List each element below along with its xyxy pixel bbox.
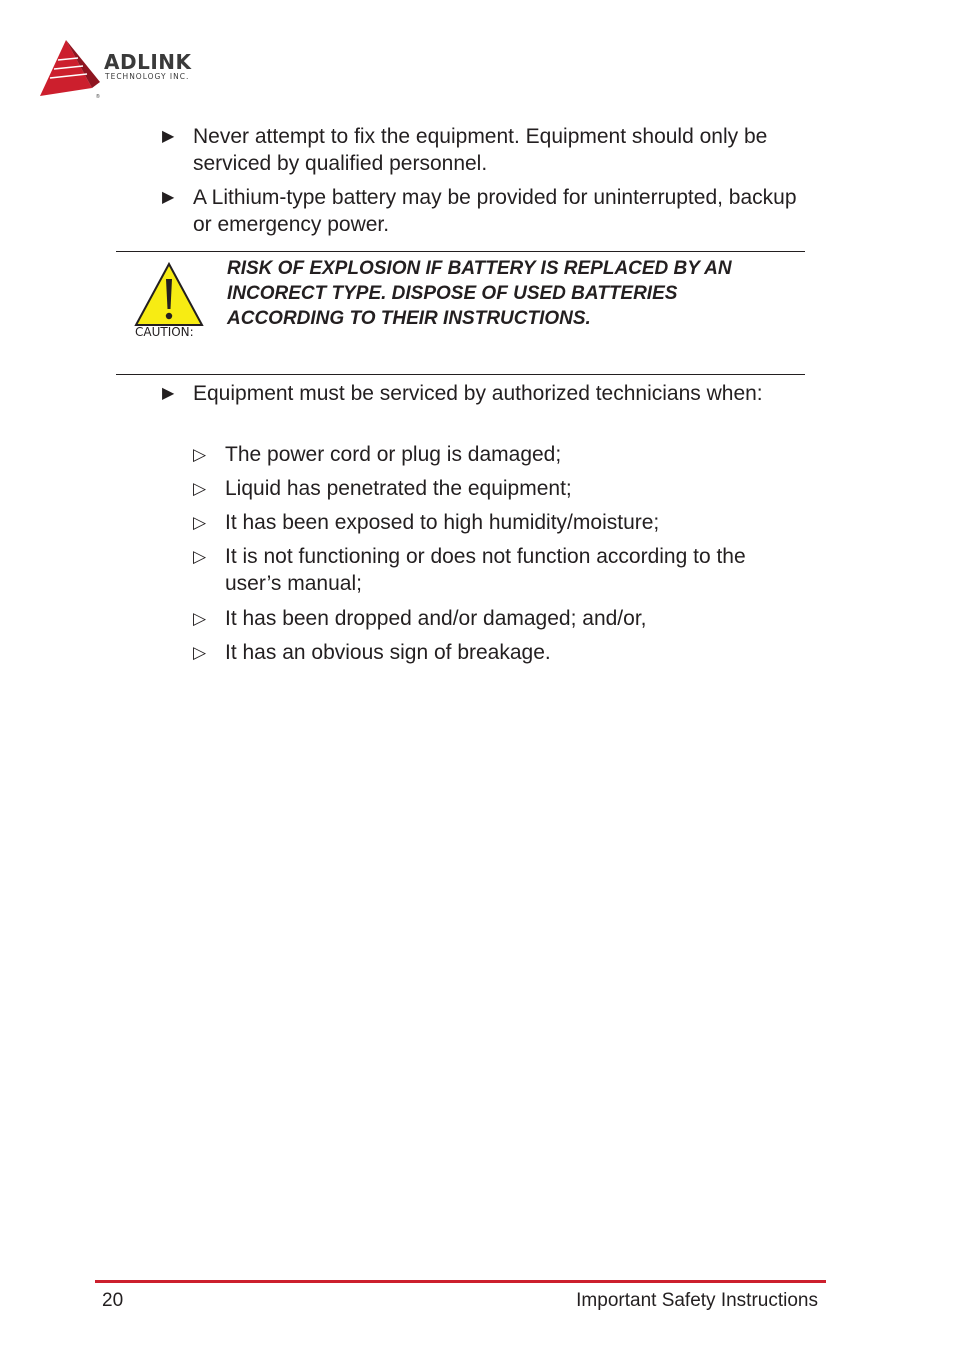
footer-divider: [95, 1280, 826, 1283]
caution-label: CAUTION:: [135, 325, 194, 339]
caution-bottom-divider: [116, 374, 805, 375]
caution-warning-text: RISK OF EXPLOSION IF BATTERY IS REPLACED BY AN INCORECT TYPE. DISPOSE OF USED BATTERIES ACCORDING TO THEIR INSTRUCTIONS.: [227, 258, 732, 329]
sub-bullet-triangle-icon: ▷: [193, 445, 207, 464]
bullet-arrow-icon: ▶: [162, 189, 175, 206]
sub-bullet-item: Liquid has penetrated the equipment;: [225, 477, 572, 500]
footer-section-title: Important Safety Instructions: [576, 1290, 818, 1311]
sub-bullet-triangle-icon: ▷: [193, 643, 207, 662]
bullet-item: Never attempt to fix the equipment. Equipment should only be serviced by qualified personnel.: [193, 125, 768, 175]
sub-bullet-triangle-icon: ▷: [193, 609, 207, 628]
logo-name: ADLINK: [104, 50, 192, 74]
logo-subtitle: TECHNOLOGY INC.: [105, 72, 190, 81]
sub-bullet-triangle-icon: ▷: [193, 479, 207, 498]
sub-bullet-triangle-icon: ▷: [193, 513, 207, 532]
sub-bullet-item: The power cord or plug is damaged;: [225, 443, 562, 466]
sub-bullet-triangle-icon: ▷: [193, 547, 207, 566]
bullet-item: A Lithium-type battery may be provided for uninterrupted, backup or emergency power.: [193, 186, 797, 236]
bullet-item: Equipment must be serviced by authorized technicians when:: [193, 382, 763, 405]
sub-bullet-item: It has been exposed to high humidity/moisture;: [225, 511, 660, 534]
bullet-arrow-icon: ▶: [162, 128, 175, 145]
warning-triangle-icon: [133, 261, 205, 327]
bullet-arrow-icon: ▶: [162, 385, 175, 402]
sub-bullet-item: It has been dropped and/or damaged; and/or,: [225, 607, 647, 630]
caution-top-divider: [116, 251, 805, 252]
sub-bullet-item: It has an obvious sign of breakage.: [225, 641, 551, 664]
sub-bullet-item: It is not functioning or does not function according to the user’s manual;: [225, 545, 746, 595]
page-number: 20: [102, 1290, 124, 1311]
svg-text:®: ®: [96, 94, 100, 100]
